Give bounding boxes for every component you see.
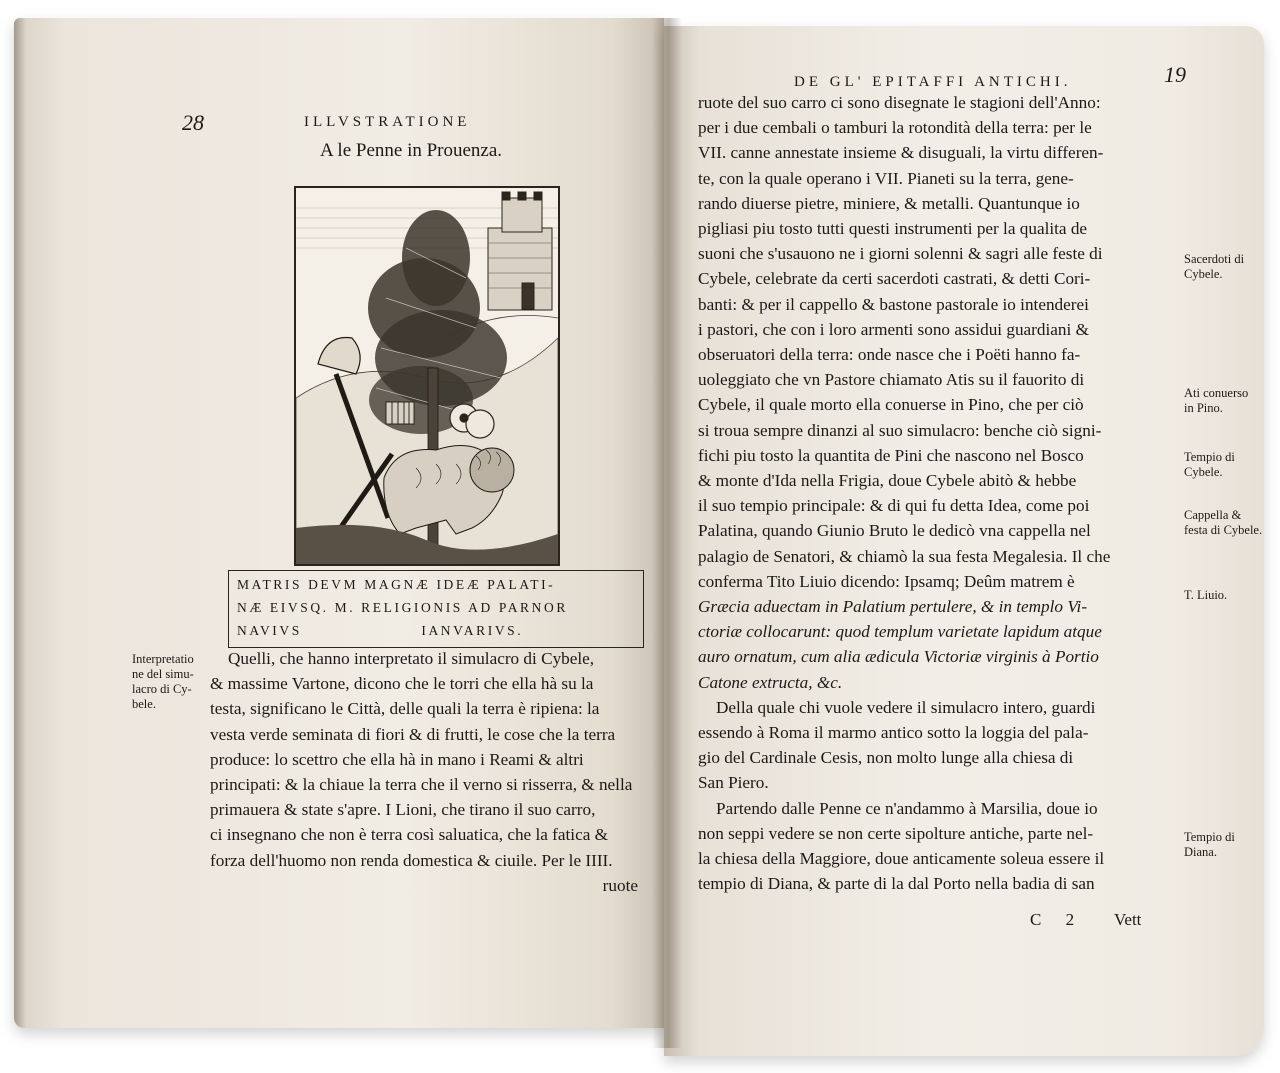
right-margin-note <box>1184 588 1227 603</box>
body-line: forza dell'huomo non renda domestica & ciuile. Per le IIII. <box>210 850 613 870</box>
body-line: il suo tempio principale: & di qui fu detta Idea, come poi <box>698 496 1090 516</box>
margin-note-line: Ati conuerso <box>1184 386 1249 400</box>
body-line: uoleggiato che vn Pastore chiamato Atis su il fauorito di <box>698 370 1085 390</box>
body-line: VII. canne annestate insieme & disuguali, la virtu differen- <box>698 143 1104 163</box>
margin-note-line: festa di Cybele. <box>1184 523 1263 537</box>
page-edge-shadow <box>14 18 26 1028</box>
margin-note-line: lacro di Cy- <box>132 682 192 696</box>
pan-pipes <box>386 402 414 424</box>
margin-note-line: Tempio di <box>1184 450 1235 464</box>
body-line: tempio di Diana, & parte di la dal Porto nella badia di san <box>698 874 1095 894</box>
tower <box>488 192 552 310</box>
catchword: ruote <box>602 875 638 895</box>
body-line: gio del Cardinale Cesis, non molto lunge alla chiesa di <box>698 748 1074 768</box>
margin-note-line: Tempio di <box>1184 830 1235 844</box>
margin-note-line: Cybele. <box>1184 267 1223 281</box>
body-line-italic: auro ornatum, cum alia ædicula Victoriæ virginis à Portio <box>698 647 1099 667</box>
left-page <box>14 18 664 1028</box>
book-gutter <box>652 18 682 1048</box>
right-running-head: DE GL' EPITAFFI ANTICHI. <box>794 74 1072 90</box>
body-line: & massime Vartone, dicono che le torri che ella hà su la <box>210 674 594 694</box>
body-line: fichi piu tosto la quantita de Pini che nascono nel Bosco <box>698 445 1084 465</box>
body-line: ci insegnano che non è terra così saluatica, che la fatica & <box>210 825 608 845</box>
margin-note-line: Sacerdoti di <box>1184 252 1245 266</box>
body-line: rando diuerse pietre, miniere, & metalli. Quantunque io <box>698 193 1080 213</box>
right-body-text <box>698 90 1188 897</box>
body-line: primauera & state s'apre. I Lioni, che tirano il suo carro, <box>210 800 596 820</box>
margin-note-line: Cybele. <box>1184 465 1223 479</box>
body-line: per i due cembali o tamburi la rotondità della terra: per le <box>698 118 1092 138</box>
right-page-number: 19 <box>1164 62 1186 87</box>
body-line: si troua sempre dinanzi al suo simulacro: benche ciò signi- <box>698 420 1102 440</box>
body-line: la chiesa della Maggiore, doue anticamente soleua essere il <box>698 849 1105 869</box>
margin-note-line: in Pino. <box>1184 401 1223 415</box>
margin-note-line: ne del simu- <box>132 667 194 681</box>
body-line: palagio de Senatori, & chiamò la sua festa Megalesia. Il che <box>698 546 1111 566</box>
margin-note-line: Interpretatio <box>132 652 194 666</box>
signature-mark: C 2 <box>1030 910 1085 929</box>
body-line-italic: ctoriæ collocarunt: quod templum varietate lapidum atque <box>698 622 1102 642</box>
body-line: i pastori, che con i loro armenti sono assidui guardiani & <box>698 319 1089 339</box>
left-subtitle: A le Penne in Prouenza. <box>320 140 503 161</box>
caption-line: NAVIVS IANVARIVS. <box>237 623 524 638</box>
body-line: essendo à Roma il marmo antico sotto la loggia del pala- <box>698 723 1089 743</box>
body-line: principati: & la chiaue la terra che il verno si risserra, & nella <box>210 775 633 795</box>
caption-line: MATRIS DEVM MAGNÆ IDEÆ PALATI- <box>237 577 556 592</box>
body-line: Quelli, che hanno interpretato il simulacro di Cybele, <box>228 649 595 668</box>
right-margin-note <box>1184 508 1262 538</box>
left-page-number: 28 <box>182 110 204 135</box>
body-line: non seppi vedere se non certe sipolture antiche, parte nel- <box>698 823 1094 843</box>
body-line: testa, significano le Città, delle quali la terra è ripiena: la <box>210 699 600 719</box>
body-line: suoni che s'usauono ne i giorni solenni & sagri alle feste di <box>698 244 1103 264</box>
right-margin-note <box>1184 830 1235 860</box>
right-margin-note <box>1184 450 1235 480</box>
right-margin-note <box>1184 252 1244 282</box>
body-line: pigliasi piu tosto tutti questi instrumenti per la qualita de <box>698 219 1088 239</box>
body-line: banti: & per il cappello & bastone pastorale io intenderei <box>698 294 1089 314</box>
body-line: obseruatori della terra: onde nasce che i Poëti hanno fa- <box>698 345 1081 365</box>
body-line-italic: Græcia aduectam in Palatium pertulere, & in templo Vi- <box>698 597 1088 617</box>
margin-note-line: Cappella & <box>1184 508 1242 522</box>
body-line: conferma Tito Liuio dicendo: Ipsamq; Deûm matrem è <box>698 571 1075 591</box>
margin-note-line: bele. <box>132 697 156 711</box>
inscription-caption <box>228 570 644 648</box>
body-line: Cybele, il quale morto ella conuerse in Pino, che per ciò <box>698 395 1084 415</box>
margin-note-line: Diana. <box>1184 845 1217 859</box>
body-line: Palatina, quando Giunio Bruto le dedicò vna cappella nel <box>698 521 1091 541</box>
caption-line: NÆ EIVSQ. M. RELIGIONIS AD PARNOR <box>237 600 568 615</box>
body-line: San Piero. <box>698 773 769 793</box>
right-page <box>664 26 1264 1056</box>
left-margin-note <box>132 652 196 712</box>
body-line: Della quale chi vuole vedere il simulacro intero, guardi <box>716 697 1096 717</box>
body-line: produce: lo scettro che ella hà in mano i Reami & altri <box>210 749 584 769</box>
body-line: vesta verde seminata di fiori & di frutti, le cose che la terra <box>210 724 616 744</box>
left-running-head: ILLVSTRATIONE <box>304 114 471 130</box>
body-line-italic: Catone extructa, &c. <box>698 672 843 692</box>
body-line: Partendo dalle Penne ce n'andammo à Marsilia, doue io <box>716 798 1098 818</box>
body-line: ruote del suo carro ci sono disegnate le stagioni dell'Anno: <box>698 93 1101 112</box>
body-line: te, con la quale operano i VII. Pianeti su la terra, gene- <box>698 168 1074 188</box>
right-catchword: Vett <box>1114 910 1142 929</box>
right-margin-note <box>1184 386 1248 416</box>
body-line: Cybele, celebrate da certi sacerdoti castrati, & detti Cori- <box>698 269 1091 289</box>
margin-note-line: T. Liuio. <box>1184 588 1228 602</box>
open-book <box>14 18 1270 1063</box>
woodcut-illustration <box>294 186 560 566</box>
left-body-text <box>210 646 650 898</box>
body-line: & monte d'Ida nella Frigia, doue Cybele abitò & hebbe <box>698 471 1077 491</box>
cybele-woodcut-image <box>296 188 558 564</box>
